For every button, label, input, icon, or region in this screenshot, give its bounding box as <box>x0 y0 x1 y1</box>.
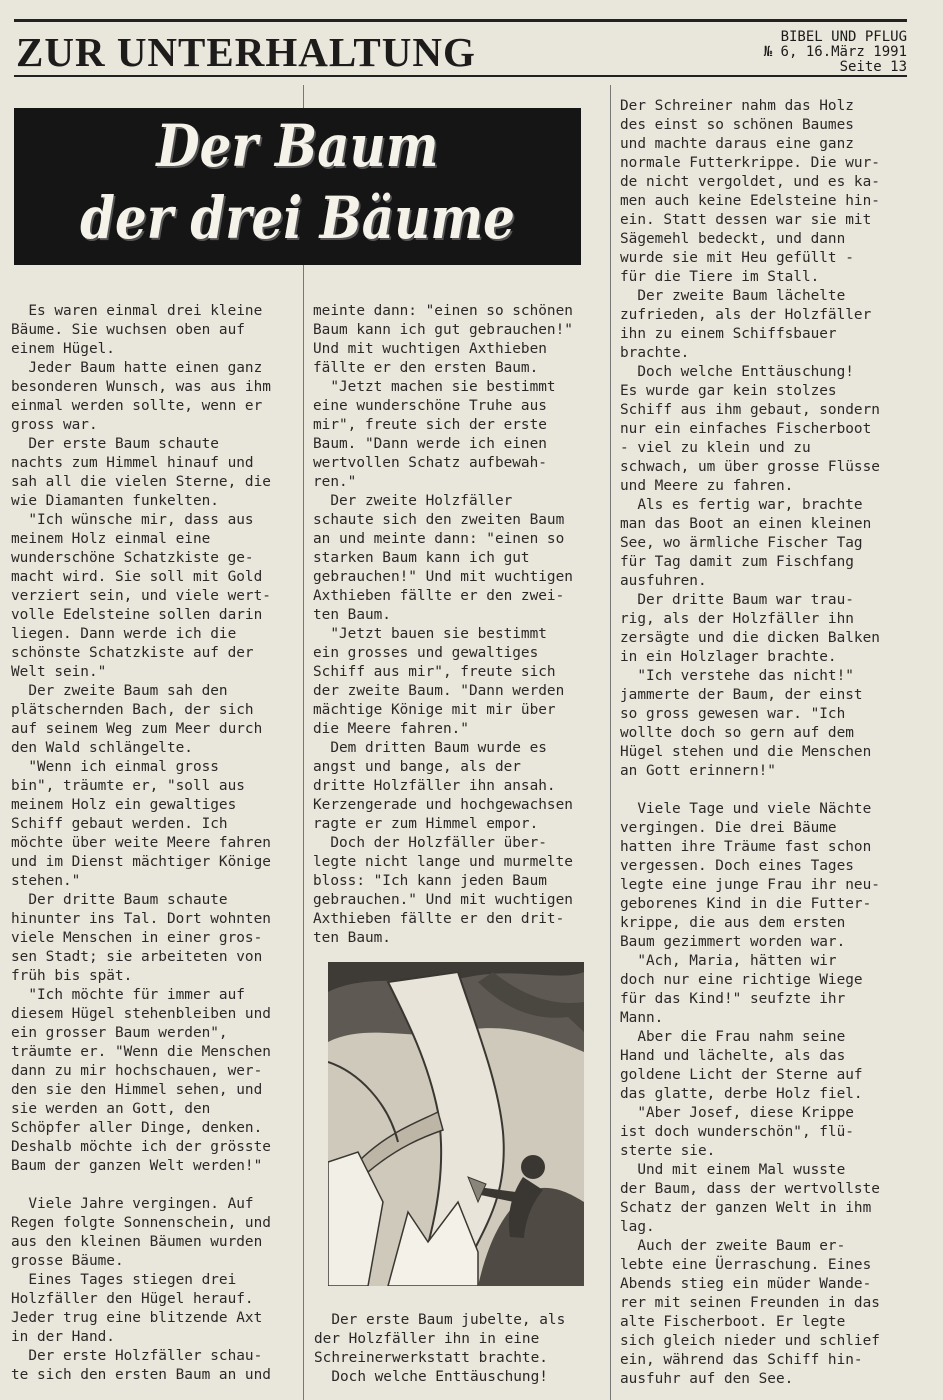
column-1-line: aus den kleinen Bäumen wurden <box>11 1234 263 1250</box>
column-1-line: liegen. Dann werde ich die <box>11 626 237 642</box>
column-3-line: Abends stieg ein müder Wande- <box>620 1276 872 1292</box>
column-3-line: "Ich verstehe das nicht!" <box>620 668 854 684</box>
column-3-line: der Baum, dass der wertvollste <box>620 1181 880 1197</box>
column-1-line: Der zweite Baum sah den <box>11 683 228 699</box>
column-1-line: plätschernden Bach, der sich <box>11 702 254 718</box>
column-3-line: man das Boot an einen kleinen <box>620 516 872 532</box>
column-1-line: verziert sein, und viele wert- <box>11 588 271 604</box>
column-3-line: sich gleich nieder und schlief <box>620 1333 880 1349</box>
column-3-line: lag. <box>620 1219 655 1235</box>
column-2-line: starken Baum kann ich gut <box>313 550 530 566</box>
column-1-line: bin", träumte er, "soll aus <box>11 778 245 794</box>
column-1-line: und im Dienst mächtiger Könige <box>11 854 271 870</box>
column-1-line: Baum der ganzen Welt werden!" <box>11 1158 263 1174</box>
column-3-line: ihn zu einem Schiffsbauer <box>620 326 837 342</box>
column-2-line: gebrauchen!" Und mit wuchtigen <box>313 569 573 585</box>
column-2-line: ten Baum. <box>313 930 391 946</box>
story-title-banner <box>14 108 581 265</box>
column-2-line: eine wunderschöne Truhe aus <box>313 398 547 414</box>
column-1-line: einem Hügel. <box>11 341 115 357</box>
column-2-line: der zweite Baum. "Dann werden <box>313 683 565 699</box>
column-1-line: ein grosser Baum werden", <box>11 1025 228 1041</box>
article-column-3 <box>620 97 912 1389</box>
column-1-line: besonderen Wunsch, was aus ihm <box>11 379 271 395</box>
column-2-line: angst und bange, als der <box>313 759 521 775</box>
column-3-line: Doch welche Enttäuschung! <box>620 364 854 380</box>
column-3-line: Aber die Frau nahm seine <box>620 1029 846 1045</box>
story-title-line-1: Der Baum <box>156 112 439 180</box>
column-3-line: nur ein einfaches Fischerboot <box>620 421 872 437</box>
column-1-line: macht wird. Sie soll mit Gold <box>11 569 263 585</box>
column-3-line: ist doch wunderschön", flü- <box>620 1124 854 1140</box>
column-2-line: Und mit wuchtigen Axthieben <box>313 341 547 357</box>
column-3-line: doch nur eine richtige Wiege <box>620 972 863 988</box>
column-2-line: ragte er zum Himmel empor. <box>313 816 539 832</box>
column-3-line: vergingen. Die drei Bäume <box>620 820 837 836</box>
column-3-line: Als es fertig war, brachte <box>620 497 863 513</box>
column-2-line: legte nicht lange und murmelte <box>313 854 573 870</box>
column-3-line: Baum gezimmert worden war. <box>620 934 846 950</box>
column-3-line: lebte eine Üerraschung. Eines <box>620 1257 872 1273</box>
column-2-line: schaute sich den zweiten Baum <box>313 512 565 528</box>
column-1-line: Der erste Baum schaute <box>11 436 219 452</box>
column-3-line: vergessen. Doch eines Tages <box>620 858 854 874</box>
column-1-line: Bäume. Sie wuchsen oben auf <box>11 322 245 338</box>
column-3-line: in ein Holzlager brachte. <box>620 649 837 665</box>
page-number: Seite 13 <box>839 59 907 75</box>
column-3-line: Und mit einem Mal wusste <box>620 1162 846 1178</box>
column-2-line: Schiff aus mir", freute sich <box>313 664 556 680</box>
illustration-woodcutter-felling-tree <box>328 962 584 1286</box>
column-3-line: rig, als der Holzfäller ihn <box>620 611 854 627</box>
column-3-line: Hügel stehen und die Menschen <box>620 744 872 760</box>
column-3-line: Hand und lächelte, als das <box>620 1048 846 1064</box>
column-1-line: sen Stadt; sie arbeiteten von <box>11 949 263 965</box>
column-3-line: für Tag damit zum Fischfang <box>620 554 854 570</box>
column-3-line: "Ach, Maria, hätten wir <box>620 953 837 969</box>
column-3-line: Sägemehl bedeckt, und dann <box>620 231 846 247</box>
column-1-line: gross war. <box>11 417 98 433</box>
column-2-line: fällte er den ersten Baum. <box>313 360 539 376</box>
column-3-line: See, wo ärmliche Fischer Tag <box>620 535 863 551</box>
column-2-line: Axthieben fällte er den drit- <box>313 911 565 927</box>
header-rule <box>14 75 907 77</box>
column-1-line: früh bis spät. <box>11 968 133 984</box>
column-3-line: und machte daraus eine ganz <box>620 136 854 152</box>
column-1-line: in der Hand. <box>11 1329 115 1345</box>
column-1-line: den sie den Himmel sehen, und <box>11 1082 263 1098</box>
column-1-line: dann zu mir hochschauen, wer- <box>11 1063 263 1079</box>
column-2-line: "Jetzt machen sie bestimmt <box>313 379 556 395</box>
column-1-line: nachts zum Himmel hinauf und <box>11 455 254 471</box>
column-3-line: schwach, um über grosse Flüsse <box>620 459 880 475</box>
column-2-line: dritte Holzfäller ihn ansah. <box>313 778 556 794</box>
illustration-drawing <box>328 962 584 1286</box>
article-column-2 <box>313 302 601 948</box>
column-3-line: Schatz der ganzen Welt in ihm <box>620 1200 872 1216</box>
column-3-line: Auch der zweite Baum er- <box>620 1238 846 1254</box>
article-column-1 <box>11 302 297 1385</box>
column-1-line: Viele Jahre vergingen. Auf <box>11 1196 254 1212</box>
column-3-line: - viel zu klein und zu <box>620 440 811 456</box>
column-3-line: für das Kind!" seufzte ihr <box>620 991 846 1007</box>
column-3-line: Es wurde gar kein stolzes <box>620 383 837 399</box>
column-3-line: ein, während das Schiff hin- <box>620 1352 863 1368</box>
column-1-line: meinem Holz ein gewaltiges <box>11 797 237 813</box>
column-1-line: Schiff gebaut werden. Ich <box>11 816 228 832</box>
column-1-line: Der erste Holzfäller schau- <box>11 1348 263 1364</box>
column-3-line: sterte sie. <box>620 1143 716 1159</box>
column-1-line: Der dritte Baum schaute <box>11 892 228 908</box>
caption-line: Doch welche Enttäuschung! <box>314 1369 548 1385</box>
column-3-line: Viele Tage und viele Nächte <box>620 801 872 817</box>
column-3-line: und Meere zu fahren. <box>620 478 794 494</box>
column-2-line: Doch der Holzfäller über- <box>313 835 547 851</box>
column-1-line: Es waren einmal drei kleine <box>11 303 263 319</box>
column-3-line: brachte. <box>620 345 690 361</box>
column-1-line <box>11 1176 297 1195</box>
column-1-line: einmal werden sollte, wenn er <box>11 398 263 414</box>
column-3-line: für die Tiere im Stall. <box>620 269 820 285</box>
column-3-line: das glatte, derbe Holz fiel. <box>620 1086 863 1102</box>
column-3-line: des einst so schönen Baumes <box>620 117 854 133</box>
caption-line: Der erste Baum jubelte, als <box>314 1312 566 1328</box>
column-2-line: die Meere fahren." <box>313 721 469 737</box>
column-3-line: ein. Statt dessen war sie mit <box>620 212 872 228</box>
column-2-line: "Jetzt bauen sie bestimmt <box>313 626 547 642</box>
top-rule <box>14 19 907 22</box>
column-1-line: Holzfäller den Hügel herauf. <box>11 1291 254 1307</box>
column-2-line: Dem dritten Baum wurde es <box>313 740 547 756</box>
caption-line: Schreinerwerkstatt brachte. <box>314 1350 548 1366</box>
column-3-line: ausfuhr auf den See. <box>620 1371 794 1387</box>
column-2-line: mächtige Könige mit mir über <box>313 702 556 718</box>
column-2-line: Kerzengerade und hochgewachsen <box>313 797 573 813</box>
column-1-line: Jeder Baum hatte einen ganz <box>11 360 263 376</box>
column-1-line: meinem Holz einmal eine <box>11 531 211 547</box>
column-3-line: an Gott erinnern!" <box>620 763 776 779</box>
column-1-line: Regen folgte Sonnenschein, und <box>11 1215 271 1231</box>
column-1-line: träumte er. "Wenn die Menschen <box>11 1044 271 1060</box>
column-3-line: de nicht vergoldet, und es ka- <box>620 174 880 190</box>
illustration-caption <box>314 1311 565 1387</box>
column-1-line: den Wald schlängelte. <box>11 740 193 756</box>
column-1-line: Schöpfer aller Dinge, denken. <box>11 1120 263 1136</box>
column-3-line: Der dritte Baum war trau- <box>620 592 854 608</box>
column-2-line: Baum. "Dann werde ich einen <box>313 436 547 452</box>
column-3-line: ausfuhren. <box>620 573 707 589</box>
column-2-line: meinte dann: "einen so schönen <box>313 303 573 319</box>
masthead-info <box>764 30 907 75</box>
column-1-line: sie werden an Gott, den <box>11 1101 211 1117</box>
column-1-line: stehen." <box>11 873 81 889</box>
column-3-line: Der zweite Baum lächelte <box>620 288 846 304</box>
column-3-line: jammerte der Baum, der einst <box>620 687 863 703</box>
column-1-line: "Ich möchte für immer auf <box>11 987 245 1003</box>
column-3-line: zersägte und die dicken Balken <box>620 630 880 646</box>
column-3-line: rer mit seinen Freunden in das <box>620 1295 880 1311</box>
column-2-line: mir", freute sich der erste <box>313 417 547 433</box>
column-3-line: Der Schreiner nahm das Holz <box>620 98 854 114</box>
section-title: ZUR UNTERHALTUNG <box>16 29 476 75</box>
column-1-line: Welt sein." <box>11 664 107 680</box>
column-3-line: legte eine junge Frau ihr neu- <box>620 877 880 893</box>
column-2-line: Axthieben fällte er den zwei- <box>313 588 565 604</box>
column-1-line: wunderschöne Schatzkiste ge- <box>11 550 254 566</box>
column-3-line: alte Fischerboot. Er legte <box>620 1314 846 1330</box>
column-3-line: krippe, die aus dem ersten <box>620 915 846 931</box>
column-1-line: volle Edelsteine sollen darin <box>11 607 263 623</box>
column-3-line: so gross gewesen war. "Ich <box>620 706 846 722</box>
column-1-line: grosse Bäume. <box>11 1253 124 1269</box>
column-3-line: "Aber Josef, diese Krippe <box>620 1105 854 1121</box>
column-3-line: normale Futterkrippe. Die wur- <box>620 155 880 171</box>
story-title <box>54 110 542 254</box>
column-3-line: Mann. <box>620 1010 664 1026</box>
column-2-line: bloss: "Ich kann jeden Baum <box>313 873 547 889</box>
column-1-line: Jeder trug eine blitzende Axt <box>11 1310 263 1326</box>
column-3-line: wollte doch so gern auf dem <box>620 725 854 741</box>
column-1-line: "Wenn ich einmal gross <box>11 759 219 775</box>
column-1-line: te sich den ersten Baum an und <box>11 1367 271 1383</box>
column-1-line: sah all die vielen Sterne, die <box>11 474 271 490</box>
column-2-line: an und meinte dann: "einen so <box>313 531 565 547</box>
column-3-line: goldene Licht der Sterne auf <box>620 1067 863 1083</box>
story-title-line-2: der drei Bäume <box>80 184 515 252</box>
column-3-line <box>620 781 912 800</box>
column-1-line: wie Diamanten funkelten. <box>11 493 219 509</box>
column-1-line: diesem Hügel stehenbleiben und <box>11 1006 271 1022</box>
column-3-line: zufrieden, als der Holzfäller <box>620 307 872 323</box>
column-1-line: Deshalb möchte ich der grösste <box>11 1139 271 1155</box>
column-2-line: Baum kann ich gut gebrauchen!" <box>313 322 573 338</box>
column-2-line: ein grosses und gewaltiges <box>313 645 539 661</box>
publication-name: BIBEL UND PFLUG <box>780 29 907 45</box>
column-3-line: men auch keine Edelsteine hin- <box>620 193 880 209</box>
column-divider-2 <box>610 85 611 1400</box>
column-1-line: hinunter ins Tal. Dort wohnten <box>11 911 271 927</box>
column-3-line: wurde sie mit Heu gefüllt - <box>620 250 854 266</box>
column-2-line: Der zweite Holzfäller <box>313 493 513 509</box>
column-2-line: wertvollen Schatz aufbewah- <box>313 455 547 471</box>
column-1-line: viele Menschen in einer gros- <box>11 930 263 946</box>
column-1-line: Eines Tages stiegen drei <box>11 1272 237 1288</box>
column-3-line: Schiff aus ihm gebaut, sondern <box>620 402 880 418</box>
column-1-line: schönste Schatzkiste auf der <box>11 645 254 661</box>
column-2-line: ren." <box>313 474 357 490</box>
column-2-line: gebrauchen." Und mit wuchtigen <box>313 892 573 908</box>
column-1-line: "Ich wünsche mir, dass aus <box>11 512 254 528</box>
caption-line: der Holzfäller ihn in eine <box>314 1331 540 1347</box>
column-2-line: ten Baum. <box>313 607 391 623</box>
column-1-line: auf seinem Weg zum Meer durch <box>11 721 263 737</box>
issue-date: № 6, 16.März 1991 <box>763 44 907 60</box>
column-3-line: hatten ihre Träume fast schon <box>620 839 872 855</box>
column-3-line: geborenes Kind in die Futter- <box>620 896 872 912</box>
column-1-line: möchte über weite Meere fahren <box>11 835 271 851</box>
column-divider-1 <box>303 85 304 1400</box>
